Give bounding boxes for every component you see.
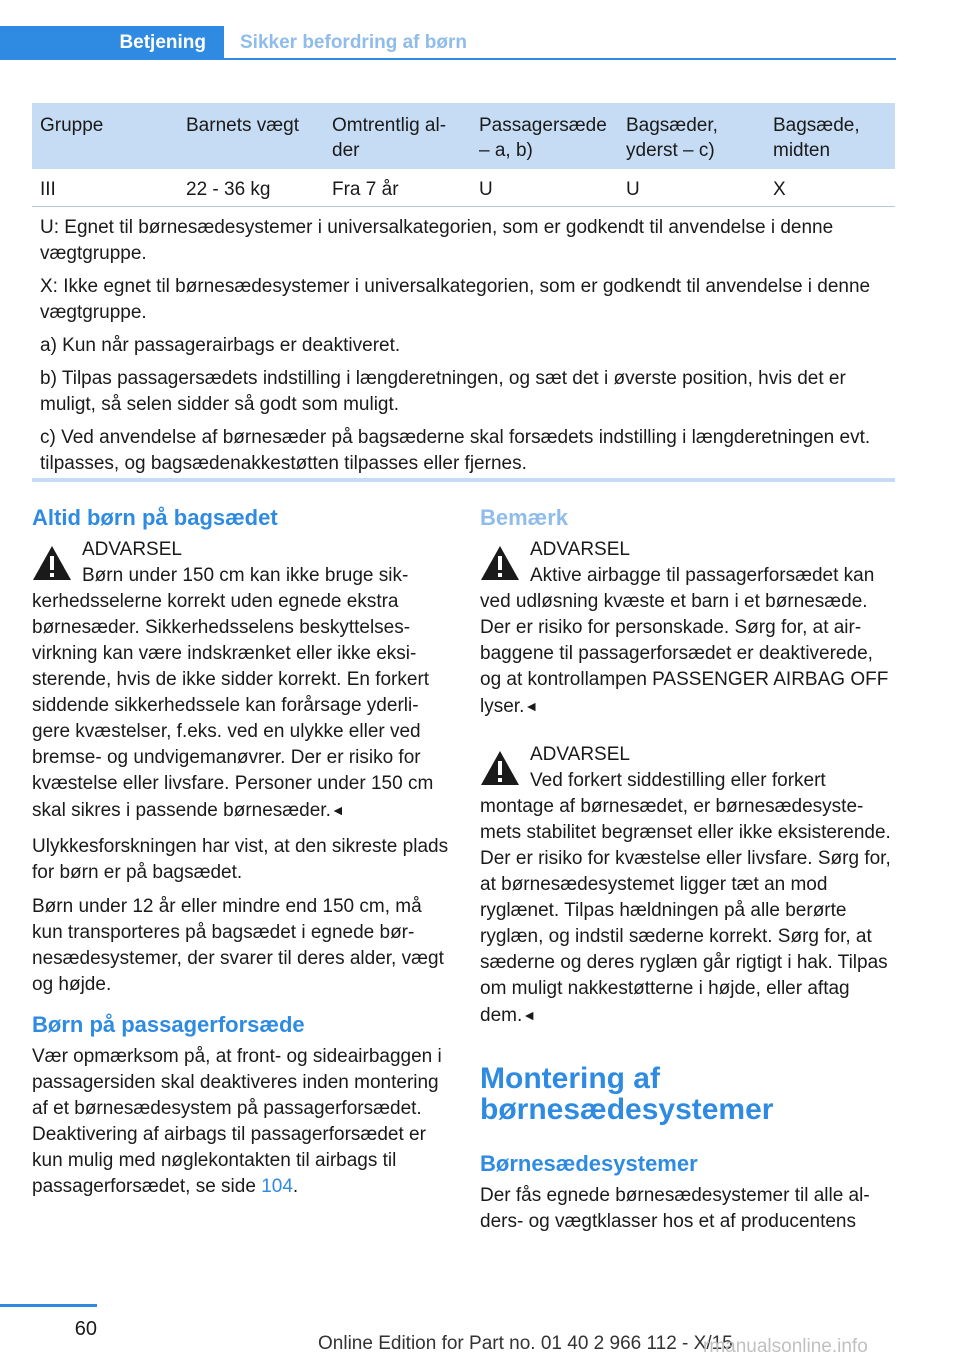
warning-text: Børn under 150 cm kan ikke bruge sikkerhedsselerne korrekt uden egnede ekstra børnesæder. Sikkerhedsselens beskyttelsesvirkning kan være indskrænket eller ikke eksisterende, hvis de ikke sidder korrekt. En forkert siddende sikkerhedssele kan forårsage yderligere kvæstelser, f.eks. ved en ulykke eller ved bremse- og undvigemanøvrer. Der er risiko for kvæstelse eller livsfare. Personer under 150 cm skal sikres i passende børnesæder. (32, 565, 434, 821)
warning-block (32, 537, 450, 824)
table-notes (32, 207, 895, 477)
end-mark-icon: ◄ (522, 1007, 537, 1023)
child-seat-table (32, 103, 895, 484)
section-heading: Altid børn på bagsædet (32, 505, 278, 530)
table-note: U: Egnet til børnesædesystemer i universalkategorien, som er godkendt til anvendelse i denne vægtgruppe. (40, 217, 834, 264)
paragraph-text: Vær opmærksom på, at front- og sideairbaggen i passagersiden skal deaktiveres inden montering af et børnesædesystem på passagerforsædet. Deaktivering af airbags til passagerforsædet er kun mulig med nøglekontakten til airbags til passagerforsædet, se side (32, 1046, 442, 1197)
warning-text: Ved forkert siddestilling eller forkert montage af børnesædet, er børnesædesystemets stabilitet begrænset eller ikke eksisterende. Der er risiko for kvæstelse eller livsfare. Sørg for, at børnesædesystemet ligger tæt an mod ryglænet. Tilpas hældningen på alle berørte ryglæn, og indstil sæderne korrekt. Sørg for, at sæderne og deres ryglæn går rigtigt i hak. Tilpas om muligt nakkestøtterne i højde, eller aftag dem. (480, 770, 891, 1026)
table-cell: III (40, 179, 56, 200)
warning-triangle-icon (32, 545, 72, 581)
warning-triangle-icon (480, 545, 520, 581)
table-cell: 22 - 36 kg (186, 179, 271, 200)
column-header: Bagsæde, midten (773, 115, 860, 161)
column-header: Barnets vægt (186, 115, 299, 136)
section-heading: Børn på passagerforsæde (32, 1012, 305, 1037)
table-row (32, 169, 895, 207)
warning-label: ADVARSEL (530, 539, 630, 560)
table-cell: U (479, 179, 493, 200)
paragraph-end: . (292, 1176, 299, 1197)
header-rule (224, 58, 896, 60)
table-bottom-rule (32, 478, 895, 482)
paragraph: Ulykkesforskningen har vist, at den sikreste plads for børn er på bagsædet. (32, 836, 449, 883)
watermark: rmanualsonline.info (703, 1336, 868, 1357)
table-note: a) Kun når passagerairbags er deaktiveret. (40, 335, 401, 356)
warning-label: ADVARSEL (530, 744, 630, 765)
warning-block (480, 537, 895, 720)
left-column (32, 503, 450, 1208)
section-heading: Børnesædesystemer (480, 1151, 698, 1176)
paragraph: Der fås egnede børnesædesystemer til alle alders- og vægtklasser hos et af producentens (480, 1185, 870, 1232)
table-header (32, 103, 895, 169)
warning-text: Aktive airbagge til passagerforsædet kan ved udløsning kvæste et barn i et børnesæde. Der er risiko for personskade. Sørg for, at airbaggene til passagerforsædet er deaktiverede, og at kontrollampen PASSENGER AIRBAG OFF lyser. (480, 565, 889, 717)
footer-rule (0, 1304, 97, 1307)
page-header (0, 26, 896, 60)
table-note: c) Ved anvendelse af børnesæder på bagsæderne skal forsædets indstilling i længderetningen evt. tilpasses, og bagsædenakkestøtten tilpasses eller fjernes. (40, 427, 871, 474)
end-mark-icon: ◄ (330, 802, 345, 818)
table-cell: U (626, 179, 640, 200)
column-header: Passagersæde – a, b) (479, 115, 607, 161)
section-title: Sikker befordring af børn (240, 32, 467, 53)
page-reference-link[interactable]: 104 (261, 1176, 293, 1197)
column-header: Omtrentlig al- der (332, 115, 447, 161)
chapter-heading: Montering af børnesædesystemer (480, 1062, 774, 1126)
warning-label: ADVARSEL (82, 539, 182, 560)
column-header: Gruppe (40, 115, 104, 136)
end-mark-icon: ◄ (524, 698, 539, 714)
table-cell: X (773, 179, 786, 200)
page-number: 60 (74, 1318, 97, 1340)
table-note: X: Ikke egnet til børnesædesystemer i universalkategorien, som er godkendt til anvendelse i denne vægtgruppe. (40, 276, 871, 323)
warning-block (480, 742, 895, 1029)
right-column (480, 503, 895, 1243)
section-heading: Bemærk (480, 505, 569, 530)
paragraph-with-link (32, 1044, 450, 1200)
column-header: Bagsæder, yderst – c) (626, 115, 718, 161)
table-cell: Fra 7 år (332, 179, 399, 200)
chapter-tab: Betjening (0, 26, 224, 60)
edition-text: Online Edition for Part no. 01 40 2 966 112 - X/15 (318, 1333, 733, 1354)
warning-triangle-icon (480, 750, 520, 786)
table-note: b) Tilpas passagersædets indstilling i længderetningen, og sæt det i øverste position, hvis det er muligt, så selen sidder så godt som muligt. (40, 368, 846, 415)
paragraph: Børn under 12 år eller mindre end 150 cm, må kun transporteres på bagsædet i egnede børnesædesystemer, der svarer til deres alder, vægt og højde. (32, 896, 444, 995)
